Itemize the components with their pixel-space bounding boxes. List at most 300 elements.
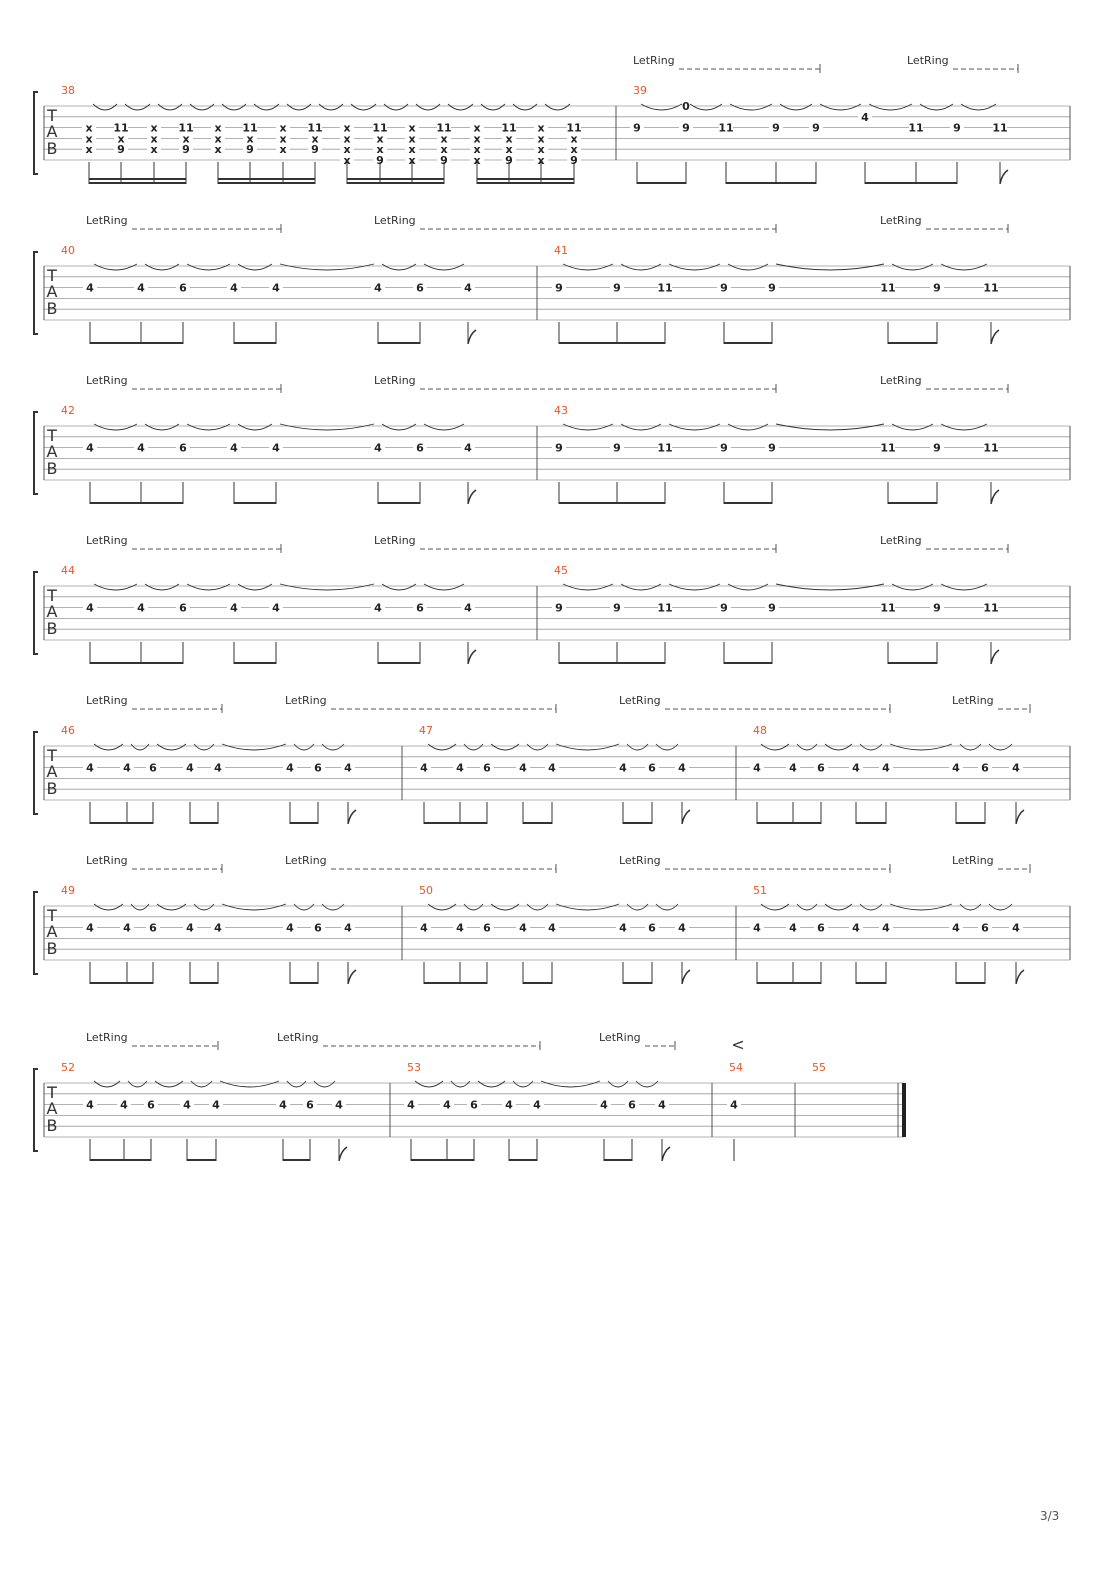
fret-number: 11 <box>657 601 673 615</box>
measure-number: 44 <box>61 564 75 577</box>
fret-number: 4 <box>286 921 294 935</box>
fret-number: 4 <box>533 1098 541 1112</box>
fret-number: 9 <box>613 441 621 455</box>
fret-number: 4 <box>86 921 94 935</box>
tab-clef-letter: A <box>46 602 58 621</box>
fret-number: 9 <box>117 143 125 157</box>
let-ring-label: LetRing <box>907 54 949 67</box>
tie-arc <box>94 584 137 590</box>
tie-arc <box>761 744 789 750</box>
let-ring-label: LetRing <box>633 54 675 67</box>
fret-number: 11 <box>566 121 582 135</box>
tie-arc <box>780 104 812 110</box>
beam <box>757 982 821 984</box>
beam <box>424 982 487 984</box>
measure-number: 40 <box>61 244 75 257</box>
fret-number: 9 <box>633 121 641 135</box>
note-flag <box>1016 970 1024 984</box>
note-flag <box>682 970 690 984</box>
fret-number: 9 <box>768 281 776 295</box>
let-ring-label: LetRing <box>619 854 661 867</box>
fret-number: 9 <box>311 143 319 157</box>
fret-number: 4 <box>1012 761 1020 775</box>
tie-arc <box>94 1081 120 1087</box>
tie-arc <box>194 904 214 910</box>
fret-number: 6 <box>149 921 157 935</box>
tie-arc <box>636 1081 658 1087</box>
tie-arc <box>145 584 179 590</box>
fret-number: x <box>117 132 125 146</box>
fret-number: 4 <box>407 1098 415 1112</box>
tie-arc <box>621 264 661 270</box>
tie-arc <box>541 1081 600 1087</box>
fret-number: 4 <box>137 441 145 455</box>
tie-arc <box>287 104 311 110</box>
fret-number: 4 <box>658 1098 666 1112</box>
fret-number: x <box>150 121 158 135</box>
tie-arc <box>860 904 882 910</box>
fret-number: x <box>279 143 287 157</box>
let-ring-label: LetRing <box>86 694 128 707</box>
fret-number: 4 <box>619 761 627 775</box>
fret-number: x <box>440 143 448 157</box>
fret-number: 4 <box>852 761 860 775</box>
tie-arc <box>941 264 987 270</box>
tab-clef <box>46 906 57 958</box>
fret-number: 6 <box>149 761 157 775</box>
fret-number: 4 <box>952 921 960 935</box>
tie-arc <box>464 744 483 750</box>
tie-arc <box>131 904 149 910</box>
system-bracket <box>34 572 38 654</box>
beam <box>90 1159 151 1161</box>
tie-arc <box>728 584 768 590</box>
tie-arc <box>294 904 314 910</box>
beam <box>724 342 772 344</box>
fret-number: 4 <box>230 281 238 295</box>
fret-number: 4 <box>86 761 94 775</box>
fret-number: 4 <box>456 761 464 775</box>
fret-number: x <box>150 143 158 157</box>
tie-arc <box>860 744 882 750</box>
let-ring-label: LetRing <box>952 694 994 707</box>
measure-number: 51 <box>753 884 767 897</box>
beam <box>623 822 652 824</box>
fret-number: x <box>343 143 351 157</box>
beam <box>378 662 420 664</box>
system-bracket <box>34 412 38 494</box>
beam <box>424 822 487 824</box>
measure-number: 50 <box>419 884 433 897</box>
let-ring-label: LetRing <box>86 1031 128 1044</box>
beam <box>559 662 665 664</box>
tab-clef <box>46 266 57 318</box>
fret-number: x <box>473 154 481 167</box>
beam <box>523 982 552 984</box>
fret-number: 4 <box>230 601 238 615</box>
fret-number: 11 <box>983 441 999 455</box>
fret-number: x <box>343 154 351 167</box>
fret-number: 6 <box>179 601 187 615</box>
page-number: 3/3 <box>1040 1509 1060 1523</box>
tie-arc <box>669 584 720 590</box>
tie-arc <box>797 904 817 910</box>
tie-arc <box>351 104 376 110</box>
fret-number: x <box>505 143 513 157</box>
fret-number: 6 <box>817 921 825 935</box>
tab-clef <box>46 106 57 158</box>
fret-number: 11 <box>718 121 734 135</box>
tie-arc <box>94 744 123 750</box>
tie-arc <box>382 424 416 430</box>
tie-arc <box>187 424 230 430</box>
tab-clef-letter: B <box>46 939 58 958</box>
beam <box>724 662 772 664</box>
beam <box>956 982 985 984</box>
let-ring-label: LetRing <box>880 214 922 227</box>
tab-clef-letter: A <box>46 1099 58 1118</box>
tie-arc <box>890 744 952 750</box>
fret-number: x <box>570 143 578 157</box>
crescendo-marker: < <box>731 1035 745 1054</box>
beam <box>190 982 218 984</box>
tie-arc <box>608 1081 628 1087</box>
fret-number: 6 <box>416 601 424 615</box>
tie-arc <box>238 424 272 430</box>
tab-clef-letter: A <box>46 442 58 461</box>
beam <box>190 822 218 824</box>
tie-arc <box>825 904 852 910</box>
beam <box>378 502 420 504</box>
fret-number: 0 <box>682 100 690 113</box>
tie-arc <box>690 104 722 110</box>
fret-number: 4 <box>464 601 472 615</box>
fret-number: 4 <box>464 441 472 455</box>
tie-arc <box>157 904 186 910</box>
fret-number: x <box>214 132 222 146</box>
beam <box>90 502 183 504</box>
tie-arc <box>797 744 817 750</box>
fret-number: 9 <box>613 601 621 615</box>
fret-number: x <box>408 121 416 135</box>
fret-number: 11 <box>372 121 388 135</box>
tie-arc <box>989 904 1012 910</box>
fret-number: 11 <box>908 121 924 135</box>
fret-number: 9 <box>376 154 384 167</box>
tie-arc <box>892 264 933 270</box>
tie-arc <box>155 1081 183 1087</box>
fret-number: 4 <box>230 441 238 455</box>
tab-clef-letter: A <box>46 762 58 781</box>
tie-arc <box>776 424 884 430</box>
tie-arc <box>491 744 519 750</box>
fret-number: 6 <box>306 1098 314 1112</box>
fret-number: x <box>343 121 351 135</box>
tab-clef-letter: B <box>46 459 58 478</box>
fret-number: x <box>214 121 222 135</box>
note-flag <box>991 650 999 664</box>
beam <box>90 822 153 824</box>
fret-number: 11 <box>501 121 517 135</box>
fret-number: 9 <box>720 441 728 455</box>
tie-arc <box>158 104 182 110</box>
tie-arc <box>464 904 483 910</box>
let-ring-label: LetRing <box>619 694 661 707</box>
note-flag <box>991 330 999 344</box>
fret-number: 11 <box>657 281 673 295</box>
tab-clef-letter: B <box>46 139 58 158</box>
fret-number: x <box>408 154 416 167</box>
tie-arc <box>94 904 123 910</box>
fret-number: x <box>473 132 481 146</box>
tie-arc <box>563 264 613 270</box>
fret-number: x <box>311 132 319 146</box>
tie-arc <box>415 1081 443 1087</box>
measure-number: 53 <box>407 1061 421 1074</box>
beam <box>290 982 318 984</box>
fret-number: 4 <box>344 921 352 935</box>
tie-arc <box>820 104 861 110</box>
fret-number: 4 <box>279 1098 287 1112</box>
tie-arc <box>556 744 619 750</box>
tie-arc <box>145 424 179 430</box>
beam <box>604 1159 632 1161</box>
tie-arc <box>280 264 374 270</box>
fret-number: x <box>408 143 416 157</box>
final-barline <box>902 1083 906 1137</box>
fret-number: 9 <box>505 154 513 167</box>
let-ring-label: LetRing <box>374 374 416 387</box>
fret-number: x <box>505 132 513 146</box>
tie-arc <box>254 104 279 110</box>
tie-arc <box>157 744 186 750</box>
fret-number: 6 <box>648 921 656 935</box>
tie-arc <box>125 104 150 110</box>
beam <box>757 822 821 824</box>
beam <box>411 1159 474 1161</box>
fret-number: 4 <box>443 1098 451 1112</box>
fret-number: 11 <box>113 121 129 135</box>
fret-number: 6 <box>981 921 989 935</box>
beam <box>888 502 937 504</box>
beam <box>559 342 665 344</box>
fret-number: 9 <box>682 121 690 135</box>
fret-number: x <box>279 132 287 146</box>
fret-number: 4 <box>123 761 131 775</box>
fret-number: x <box>440 132 448 146</box>
tab-clef-letter: T <box>47 266 57 285</box>
tie-arc <box>187 264 230 270</box>
fret-number: 4 <box>86 601 94 615</box>
fret-number: 4 <box>86 281 94 295</box>
tie-arc <box>527 744 548 750</box>
fret-number: x <box>537 143 545 157</box>
fret-number: 6 <box>314 761 322 775</box>
tie-arc <box>382 264 416 270</box>
tie-arc <box>761 904 789 910</box>
tie-arc <box>190 104 214 110</box>
tab-clef-letter: A <box>46 282 58 301</box>
tie-arc <box>890 904 952 910</box>
beam <box>234 342 276 344</box>
tie-arc <box>322 744 344 750</box>
fret-number: 9 <box>812 121 820 135</box>
tie-arc <box>920 104 953 110</box>
fret-number: 6 <box>416 441 424 455</box>
let-ring-label: LetRing <box>880 374 922 387</box>
fret-number: 4 <box>753 921 761 935</box>
let-ring-label: LetRing <box>86 854 128 867</box>
fret-number: 6 <box>483 761 491 775</box>
fret-number: 4 <box>619 921 627 935</box>
tie-arc <box>776 264 884 270</box>
tie-arc <box>728 264 768 270</box>
fret-number: 9 <box>555 601 563 615</box>
tie-arc <box>194 744 214 750</box>
note-flag <box>991 490 999 504</box>
fret-number: x <box>473 143 481 157</box>
fret-number: 11 <box>657 441 673 455</box>
tab-clef <box>46 426 57 478</box>
tie-arc <box>319 104 343 110</box>
tie-arc <box>491 904 519 910</box>
fret-number: 4 <box>374 601 382 615</box>
tie-arc <box>294 744 314 750</box>
tie-arc <box>280 424 374 430</box>
fret-number: x <box>343 132 351 146</box>
beam <box>623 982 652 984</box>
measure-number: 43 <box>554 404 568 417</box>
tie-arc <box>238 584 272 590</box>
fret-number: x <box>537 132 545 146</box>
measure-number: 39 <box>633 84 647 97</box>
tab-clef-letter: A <box>46 122 58 141</box>
tie-arc <box>428 904 456 910</box>
note-flag <box>662 1147 670 1161</box>
note-flag <box>1016 810 1024 824</box>
fret-number: 4 <box>882 761 890 775</box>
tie-arc <box>513 104 537 110</box>
fret-number: 4 <box>420 761 428 775</box>
fret-number: 4 <box>186 921 194 935</box>
tie-arc <box>131 744 149 750</box>
beam-secondary <box>218 178 315 180</box>
beam <box>187 1159 216 1161</box>
measure-number: 55 <box>812 1061 826 1074</box>
fret-number: 9 <box>720 601 728 615</box>
fret-number: 4 <box>789 921 797 935</box>
tie-arc <box>238 264 272 270</box>
measure-number: 38 <box>61 84 75 97</box>
let-ring-label: LetRing <box>86 374 128 387</box>
tie-arc <box>563 424 613 430</box>
beam <box>509 1159 537 1161</box>
measure-number: 41 <box>554 244 568 257</box>
fret-number: 4 <box>548 921 556 935</box>
tab-clef <box>46 586 57 638</box>
beam <box>90 982 153 984</box>
tie-arc <box>322 904 344 910</box>
tab-system-2 <box>34 224 1070 344</box>
tie-arc <box>656 904 678 910</box>
note-flag <box>468 490 476 504</box>
fret-number: 6 <box>314 921 322 935</box>
tie-arc <box>941 424 987 430</box>
beam-secondary <box>89 178 186 180</box>
fret-number: 4 <box>137 281 145 295</box>
beam <box>856 822 886 824</box>
tie-arc <box>222 904 286 910</box>
fret-number: 4 <box>183 1098 191 1112</box>
fret-number: 4 <box>137 601 145 615</box>
fret-number: 9 <box>772 121 780 135</box>
beam <box>347 182 444 184</box>
note-flag <box>468 650 476 664</box>
fret-number: 4 <box>286 761 294 775</box>
tie-arc <box>287 1081 306 1087</box>
beam <box>726 182 816 184</box>
tab-clef-letter: T <box>47 1083 57 1102</box>
fret-number: x <box>214 143 222 157</box>
fret-number: x <box>376 132 384 146</box>
tie-arc <box>641 104 682 110</box>
fret-number: 4 <box>789 761 797 775</box>
fret-number: 4 <box>86 441 94 455</box>
fret-number: 9 <box>953 121 961 135</box>
let-ring-label: LetRing <box>285 854 327 867</box>
beam-secondary <box>347 178 444 180</box>
system-bracket <box>34 1069 38 1151</box>
fret-number: x <box>376 143 384 157</box>
beam <box>90 662 183 664</box>
let-ring-label: LetRing <box>599 1031 641 1044</box>
fret-number: 4 <box>548 761 556 775</box>
measure-number: 49 <box>61 884 75 897</box>
note-flag <box>1000 170 1008 184</box>
fret-number: 4 <box>753 761 761 775</box>
fret-number: 9 <box>933 601 941 615</box>
beam <box>283 1159 310 1161</box>
tie-arc <box>892 584 933 590</box>
fret-number: x <box>279 121 287 135</box>
beam <box>234 662 276 664</box>
tie-arc <box>989 744 1012 750</box>
fret-number: 4 <box>272 281 280 295</box>
fret-number: 11 <box>992 121 1008 135</box>
tab-clef-letter: T <box>47 746 57 765</box>
tie-arc <box>222 104 246 110</box>
fret-number: x <box>537 154 545 167</box>
tab-clef-letter: A <box>46 922 58 941</box>
fret-number: 9 <box>555 281 563 295</box>
tie-arc <box>314 1081 335 1087</box>
fret-number: 6 <box>483 921 491 935</box>
beam <box>234 502 276 504</box>
beam <box>90 342 183 344</box>
fret-number: 4 <box>678 921 686 935</box>
fret-number: 4 <box>123 921 131 935</box>
tie-arc <box>563 584 613 590</box>
let-ring-label: LetRing <box>86 214 128 227</box>
fret-number: 4 <box>335 1098 343 1112</box>
fret-number: 9 <box>570 154 578 167</box>
fret-number: 11 <box>436 121 452 135</box>
fret-number: 4 <box>505 1098 513 1112</box>
fret-number: 11 <box>178 121 194 135</box>
tab-system-3 <box>34 384 1070 504</box>
measure-number: 52 <box>61 1061 75 1074</box>
tie-arc <box>869 104 912 110</box>
